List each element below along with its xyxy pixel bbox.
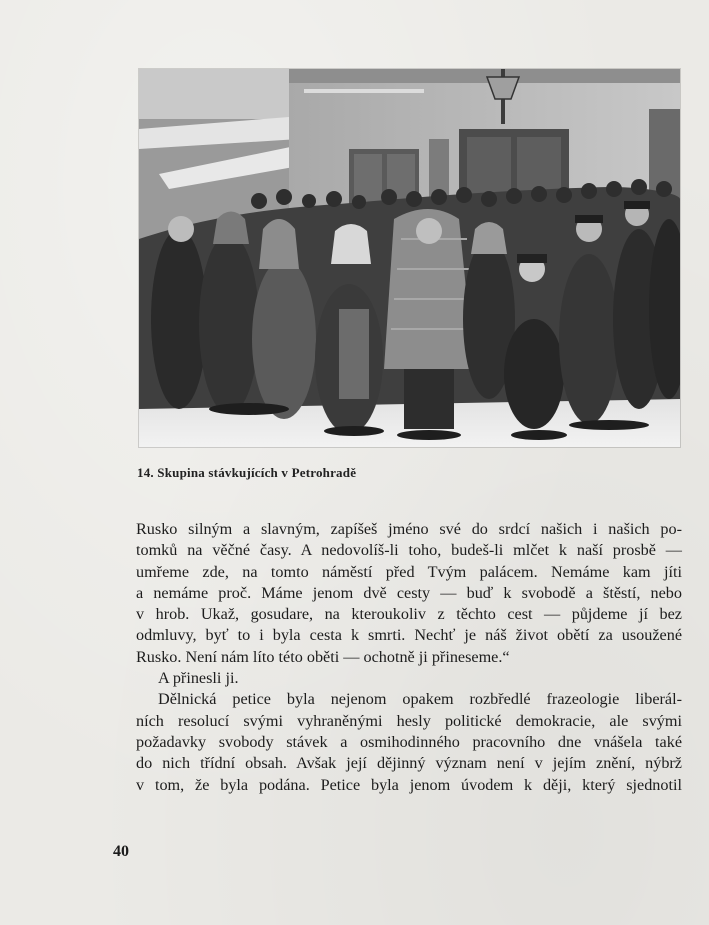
text-line: ních resolucí svými vyhraněnými hesly politické demokracie, ale svými [136,711,682,730]
text-line: požadavky svobody stávek a osmihodinného pracovního dne vnášela také [136,732,682,751]
text-line: v hrob. Ukaž, gosudare, na kteroukoliv z těchto cest — půjdeme jí bez [136,605,682,624]
text-line: v tom, že byla podána. Petice byla jenom úvodem k ději, který sjednotil [136,775,682,794]
text-line: odmluvy, byť to i byla cesta k smrti. Nechť je náš život obětí za usoužené [136,626,682,645]
text-line: do nich třídní obsah. Avšak její dějinný význam není v jejím znění, nýbrž [136,754,682,773]
text-line: Dělnická petice byla nejenom opakem rozbředlé frazeologie liberál- [158,690,682,709]
photograph-strikers-group [139,69,680,447]
figure-caption: 14. Skupina stávkujících v Petrohradě [137,465,357,480]
text-line: Rusko. Není nám líto této oběti — ochotně ji přineseme.“ [136,647,510,666]
page-number: 40 [113,843,129,860]
text-line: A přinesli ji. [158,669,239,688]
text-line: Rusko silným a slavným, zapíšeš jméno své do srdcí našich i našich po- [136,520,682,538]
text-line: a nemáme proč. Máme jenom dvě cesty — buď k svobodě a štěstí, nebo [136,583,682,602]
body-text [136,519,682,796]
text-line: umřeme zde, na tomto náměstí před Tvým palácem. Nemáme kam jíti [136,562,682,581]
text-line: tomků na věčné časy. A nedovolíš-li toho, budeš-li mlčet k naší prosbě — [136,541,682,560]
